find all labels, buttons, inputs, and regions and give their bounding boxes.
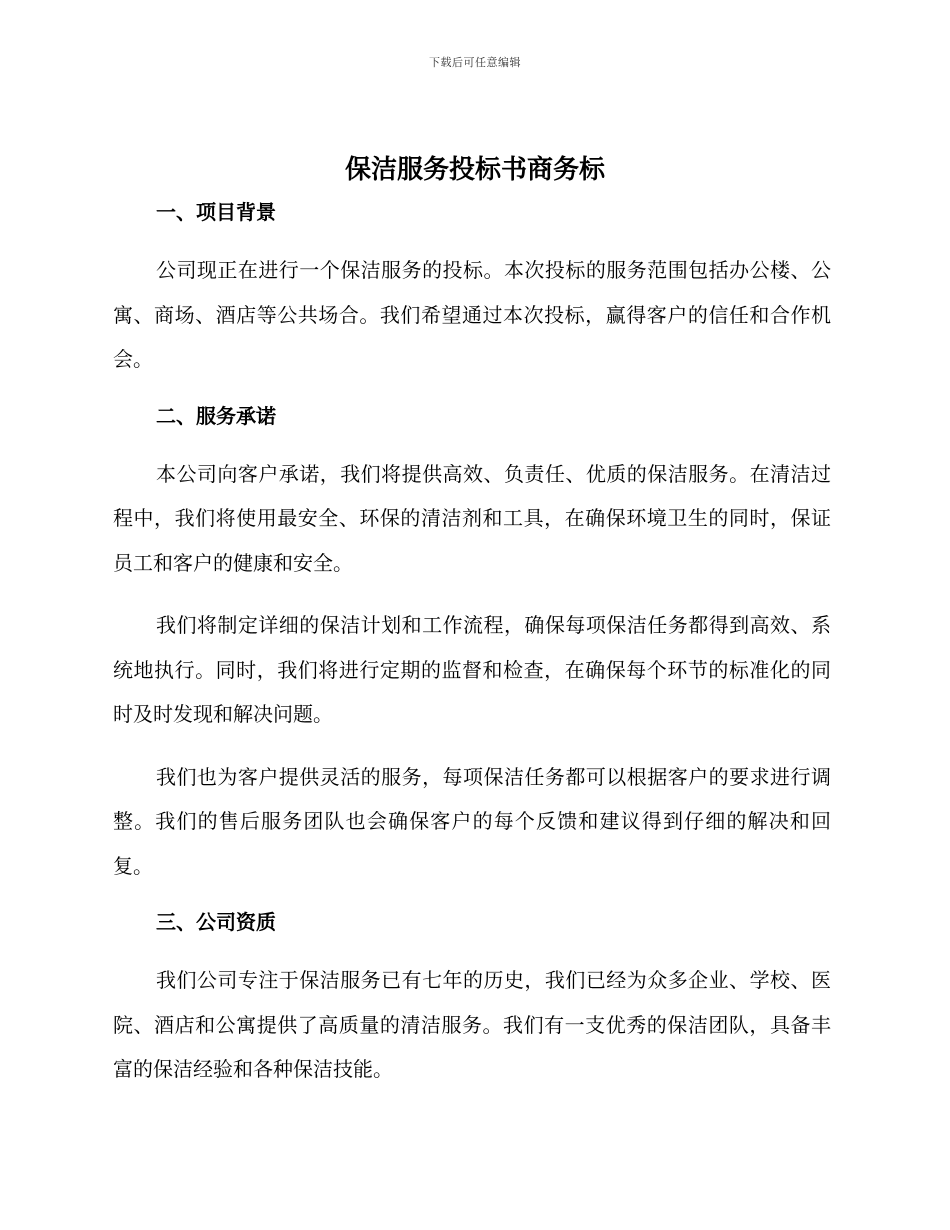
paragraph-qualifications: 我们公司专注于保洁服务已有七年的历史，我们已经为众多企业、学校、医院、酒店和公寓提供了高质量的清洁服务。我们有一支优秀的保洁团队，具备丰富的保洁经验和各种保洁技能。	[113, 968, 831, 1081]
paragraph-commitment-3: 我们也为客户提供灵活的服务，每项保洁任务都可以根据客户的要求进行调整。我们的售后服务团队也会确保客户的每个反馈和建议得到仔细的解决和回复。	[113, 764, 831, 878]
paragraph-commitment-1: 本公司向客户承诺，我们将提供高效、负责任、优质的保洁服务。在清洁过程中，我们将使用最安全、环保的清洁剂和工具，在确保环境卫生的同时，保证员工和客户的健康和安全。	[113, 461, 831, 575]
paragraph-background: 公司现正在进行一个保洁服务的投标。本次投标的服务范围包括办公楼、公寓、商场、酒店等公共场合。我们希望通过本次投标，赢得客户的信任和合作机会。	[113, 258, 831, 371]
section-heading-qualifications: 三、公司资质	[156, 910, 276, 934]
document-body	[113, 196, 831, 1092]
header-note: 下载后可任意编辑	[429, 56, 521, 69]
section-heading-background: 一、项目背景	[156, 200, 276, 224]
section-heading-service-commitment: 二、服务承诺	[156, 403, 276, 428]
document-title: 保洁服务投标书商务标	[344, 155, 605, 185]
paragraph-commitment-2: 我们将制定详细的保洁计划和工作流程，确保每项保洁任务都得到高效、系统地执行。同时，我们将进行定期的监督和检查，在确保每个环节的标准化的同时及时发现和解决问题。	[113, 613, 831, 726]
